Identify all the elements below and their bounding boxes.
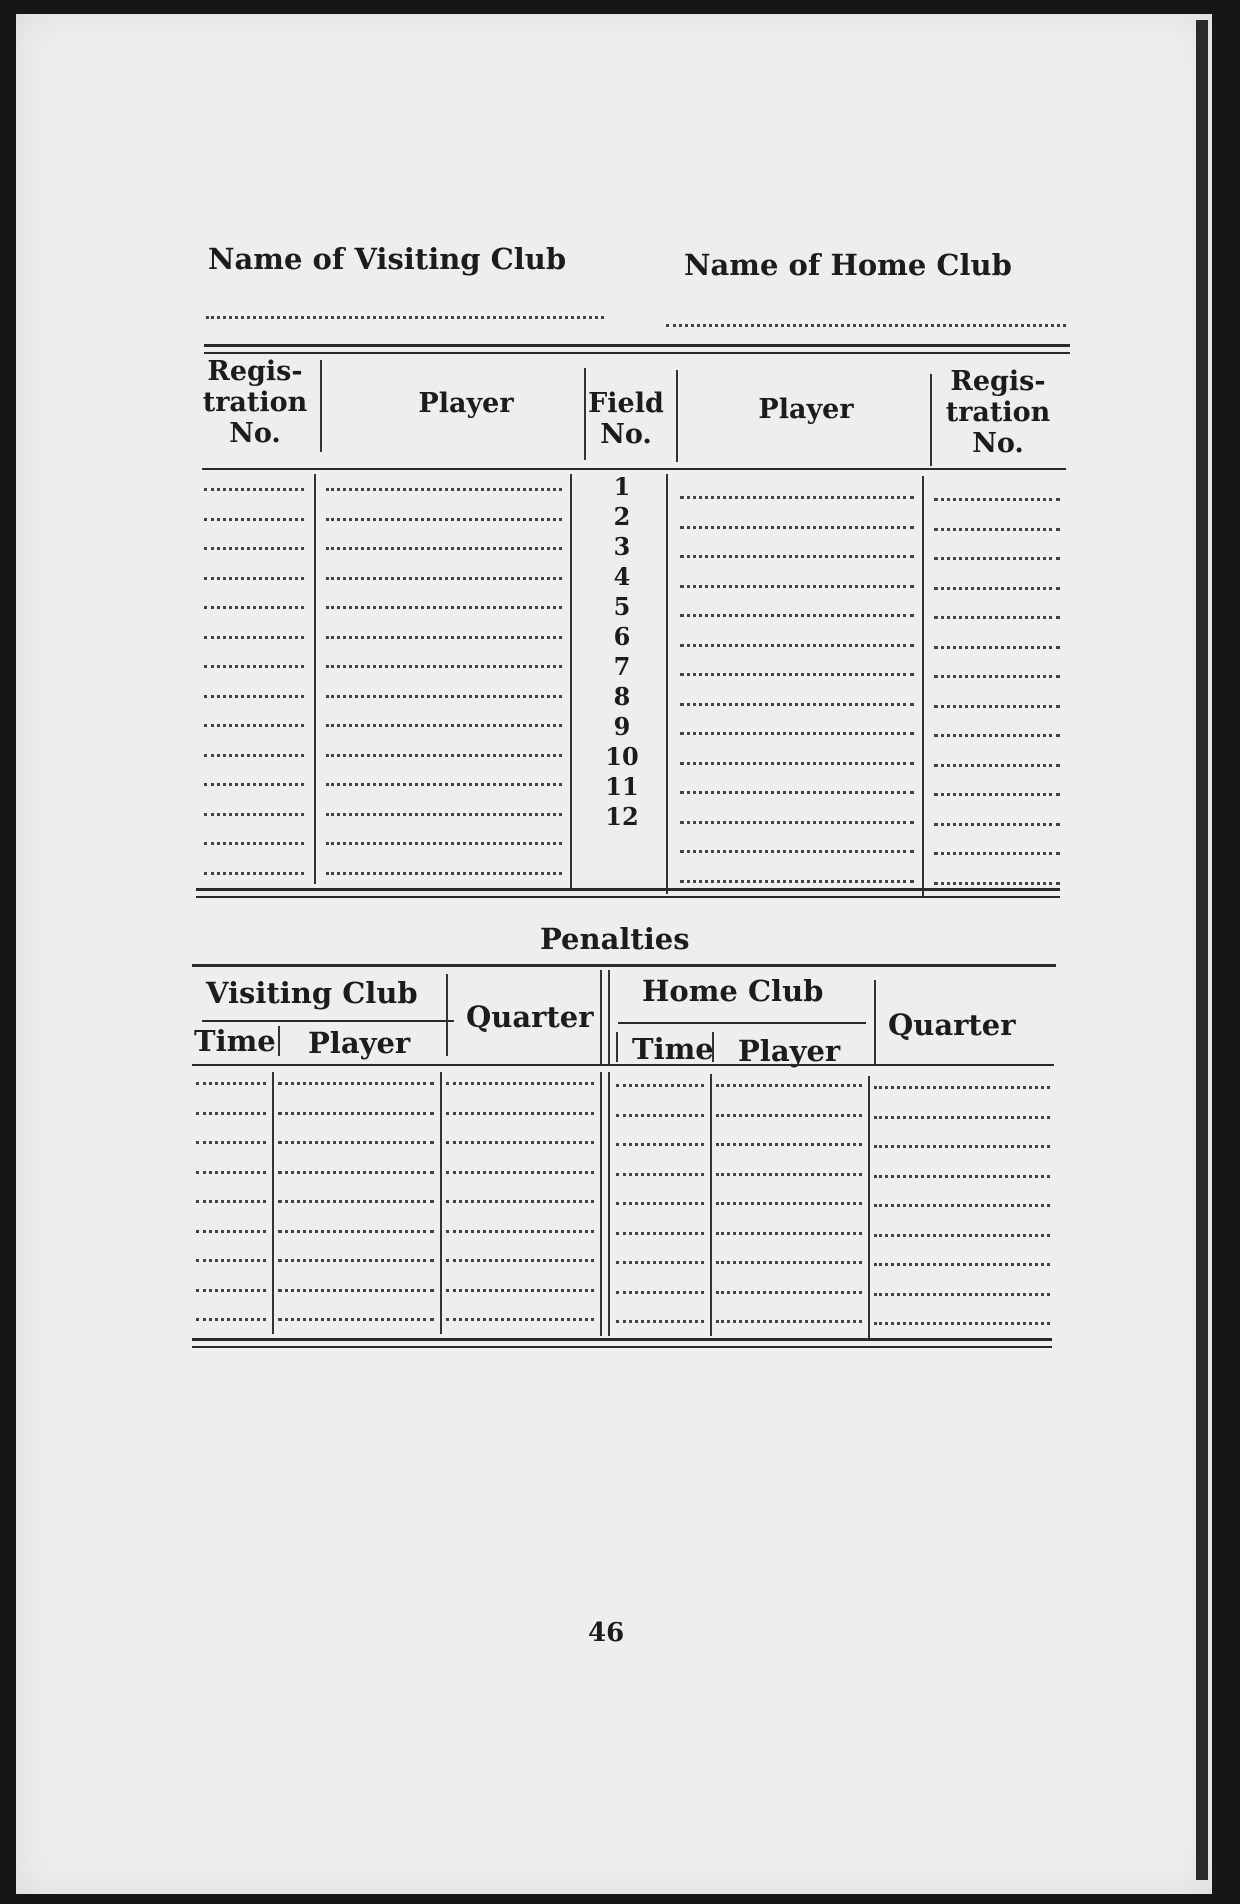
time-left-header: Time bbox=[194, 1024, 276, 1058]
column-divider bbox=[570, 474, 572, 888]
reg-no-left-entry[interactable] bbox=[204, 842, 304, 845]
field-number: 3 bbox=[613, 532, 631, 561]
reg-no-left-entry[interactable] bbox=[204, 606, 304, 609]
penalty-quarter-left-entry[interactable] bbox=[446, 1230, 594, 1233]
player-left-entry[interactable] bbox=[326, 724, 562, 727]
quarter-divider bbox=[874, 980, 876, 1064]
lineup-bottom-rule bbox=[196, 888, 1060, 891]
player-right-entry[interactable] bbox=[680, 555, 914, 558]
reg-no-right-entry[interactable] bbox=[934, 793, 1060, 796]
home-club-underline bbox=[618, 1022, 866, 1024]
penalty-quarter-right-entry[interactable] bbox=[874, 1263, 1050, 1266]
player-right-entry[interactable] bbox=[680, 673, 914, 676]
reg-no-right-entry[interactable] bbox=[934, 882, 1060, 885]
player-right-entry[interactable] bbox=[680, 791, 914, 794]
player-right-entry[interactable] bbox=[680, 880, 914, 883]
player-left-entry[interactable] bbox=[326, 606, 562, 609]
header-divider bbox=[320, 360, 322, 452]
page-edge bbox=[1196, 20, 1208, 1880]
quarter-right-header: Quarter bbox=[888, 1008, 1016, 1042]
double-divider bbox=[600, 970, 602, 1064]
quarter-left-header: Quarter bbox=[466, 1000, 594, 1034]
reg-no-right-entry[interactable] bbox=[934, 646, 1060, 649]
player-right-entry[interactable] bbox=[680, 732, 914, 735]
player-left-entry[interactable] bbox=[326, 813, 562, 816]
column-divider bbox=[600, 1072, 602, 1336]
column-divider bbox=[314, 474, 316, 884]
table-top-rule bbox=[204, 344, 1070, 347]
penalty-player-right-entry[interactable] bbox=[716, 1202, 862, 1205]
player-right-entry[interactable] bbox=[680, 496, 914, 499]
home-club-header: Home Club bbox=[642, 974, 824, 1008]
penalties-bottom-rule-2 bbox=[192, 1346, 1052, 1348]
reg-no-right-entry[interactable] bbox=[934, 675, 1060, 678]
player-left-entry[interactable] bbox=[326, 872, 562, 875]
reg-no-left-line2: tration bbox=[202, 387, 308, 418]
visiting-club-header: Visiting Club bbox=[206, 976, 418, 1010]
penalty-player-left-entry[interactable] bbox=[278, 1082, 434, 1085]
reg-no-left-entry[interactable] bbox=[204, 754, 304, 757]
player-left-entry[interactable] bbox=[326, 842, 562, 845]
penalty-time-right-entry[interactable] bbox=[616, 1291, 704, 1294]
quarter-divider bbox=[446, 974, 448, 1056]
home-club-name-field[interactable] bbox=[666, 324, 1066, 327]
penalty-time-right-entry[interactable] bbox=[616, 1173, 704, 1176]
penalty-quarter-left-entry[interactable] bbox=[446, 1259, 594, 1262]
penalty-player-left-entry[interactable] bbox=[278, 1112, 434, 1115]
penalty-time-left-entry[interactable] bbox=[196, 1289, 266, 1292]
reg-no-right-entry[interactable] bbox=[934, 528, 1060, 531]
home-club-label: Name of Home Club bbox=[684, 248, 1012, 282]
penalty-quarter-right-entry[interactable] bbox=[874, 1204, 1050, 1207]
penalty-player-left-entry[interactable] bbox=[278, 1230, 434, 1233]
player-right-entry[interactable] bbox=[680, 703, 914, 706]
player-left-entry[interactable] bbox=[326, 783, 562, 786]
penalty-player-left-entry[interactable] bbox=[278, 1200, 434, 1203]
field-no-line1: Field bbox=[588, 388, 664, 419]
field-number: 4 bbox=[613, 562, 631, 591]
penalty-player-left-entry[interactable] bbox=[278, 1318, 434, 1321]
penalties-header-bottom-rule bbox=[192, 1064, 1054, 1066]
field-no-header bbox=[581, 388, 671, 450]
field-number: 12 bbox=[605, 802, 639, 831]
field-number: 6 bbox=[613, 622, 631, 651]
penalty-player-left-entry[interactable] bbox=[278, 1259, 434, 1262]
penalty-quarter-left-entry[interactable] bbox=[446, 1171, 594, 1174]
field-number: 1 bbox=[613, 472, 631, 501]
field-number: 11 bbox=[605, 772, 639, 801]
penalty-player-left-entry[interactable] bbox=[278, 1289, 434, 1292]
field-number: 9 bbox=[613, 712, 631, 741]
column-divider bbox=[272, 1072, 274, 1334]
player-left-entry[interactable] bbox=[326, 636, 562, 639]
header-divider bbox=[584, 368, 586, 460]
header-bottom-rule bbox=[202, 468, 1066, 470]
penalty-player-right-entry[interactable] bbox=[716, 1291, 862, 1294]
penalty-player-left-entry[interactable] bbox=[278, 1141, 434, 1144]
penalty-time-left-entry[interactable] bbox=[196, 1082, 266, 1085]
player-right-entry[interactable] bbox=[680, 762, 914, 765]
penalty-time-right-entry[interactable] bbox=[616, 1261, 704, 1264]
field-no-line2: No. bbox=[600, 419, 652, 450]
reg-no-left-entry[interactable] bbox=[204, 636, 304, 639]
penalty-quarter-right-entry[interactable] bbox=[874, 1293, 1050, 1296]
penalties-top-rule bbox=[192, 964, 1056, 967]
reg-no-left-entry[interactable] bbox=[204, 665, 304, 668]
reg-no-right-header bbox=[932, 366, 1064, 459]
time-player-divider bbox=[712, 1032, 714, 1062]
column-divider bbox=[440, 1072, 442, 1334]
reg-no-left-entry[interactable] bbox=[204, 813, 304, 816]
reg-no-right-entry[interactable] bbox=[934, 734, 1060, 737]
reg-no-right-entry[interactable] bbox=[934, 498, 1060, 501]
penalty-time-left-entry[interactable] bbox=[196, 1259, 266, 1262]
column-divider bbox=[710, 1074, 712, 1336]
reg-no-right-line1: Regis- bbox=[950, 366, 1046, 397]
page bbox=[16, 14, 1212, 1894]
reg-no-left-header bbox=[200, 356, 310, 449]
player-right-entry[interactable] bbox=[680, 850, 914, 853]
player-right-entry[interactable] bbox=[680, 644, 914, 647]
player-right-header: Player bbox=[758, 394, 854, 425]
reg-no-left-entry[interactable] bbox=[204, 724, 304, 727]
reg-no-right-entry[interactable] bbox=[934, 823, 1060, 826]
penalty-quarter-left-entry[interactable] bbox=[446, 1200, 594, 1203]
penalty-player-right-entry[interactable] bbox=[716, 1232, 862, 1235]
player-right-entry[interactable] bbox=[680, 614, 914, 617]
player-left-entry[interactable] bbox=[326, 547, 562, 550]
table-top-rule-2 bbox=[204, 352, 1070, 354]
penalty-quarter-right-entry[interactable] bbox=[874, 1086, 1050, 1089]
reg-no-right-line2: tration bbox=[945, 397, 1051, 428]
penalty-quarter-right-entry[interactable] bbox=[874, 1322, 1050, 1325]
reg-no-left-entry[interactable] bbox=[204, 695, 304, 698]
penalty-time-right-entry[interactable] bbox=[616, 1202, 704, 1205]
player-left-entry[interactable] bbox=[326, 577, 562, 580]
penalty-time-right-entry[interactable] bbox=[616, 1232, 704, 1235]
penalty-quarter-right-entry[interactable] bbox=[874, 1145, 1050, 1148]
visiting-club-label: Name of Visiting Club bbox=[208, 242, 567, 276]
column-divider bbox=[608, 1072, 610, 1336]
penalty-quarter-right-entry[interactable] bbox=[874, 1234, 1050, 1237]
penalties-bottom-rule bbox=[192, 1338, 1052, 1341]
player-left-entry[interactable] bbox=[326, 695, 562, 698]
penalty-quarter-right-entry[interactable] bbox=[874, 1116, 1050, 1119]
penalty-time-left-entry[interactable] bbox=[196, 1200, 266, 1203]
player-left-header: Player bbox=[418, 388, 514, 419]
penalty-time-left-entry[interactable] bbox=[196, 1112, 266, 1115]
field-number: 8 bbox=[613, 682, 631, 711]
reg-no-left-entry[interactable] bbox=[204, 488, 304, 491]
reg-no-left-entry[interactable] bbox=[204, 577, 304, 580]
column-divider bbox=[868, 1076, 870, 1338]
penalty-time-right-entry[interactable] bbox=[616, 1084, 704, 1087]
reg-no-right-entry[interactable] bbox=[934, 557, 1060, 560]
reg-no-right-line3: No. bbox=[972, 428, 1024, 459]
lineup-bottom-rule-2 bbox=[196, 896, 1060, 898]
player-left-entry[interactable] bbox=[326, 665, 562, 668]
reg-no-right-entry[interactable] bbox=[934, 764, 1060, 767]
penalty-quarter-left-entry[interactable] bbox=[446, 1289, 594, 1292]
reg-no-right-entry[interactable] bbox=[934, 587, 1060, 590]
field-number: 7 bbox=[613, 652, 631, 681]
penalty-time-right-entry[interactable] bbox=[616, 1320, 704, 1323]
penalty-player-right-entry[interactable] bbox=[716, 1173, 862, 1176]
penalties-title: Penalties bbox=[540, 922, 690, 956]
penalty-quarter-left-entry[interactable] bbox=[446, 1141, 594, 1144]
penalty-player-right-entry[interactable] bbox=[716, 1261, 862, 1264]
penalty-time-left-entry[interactable] bbox=[196, 1141, 266, 1144]
player-right-header: Player bbox=[738, 1034, 841, 1068]
penalty-time-left-entry[interactable] bbox=[196, 1171, 266, 1174]
reg-no-left-entry[interactable] bbox=[204, 783, 304, 786]
penalty-quarter-left-entry[interactable] bbox=[446, 1112, 594, 1115]
player-right-entry[interactable] bbox=[680, 526, 914, 529]
reg-no-left-line3: No. bbox=[229, 418, 281, 449]
field-number: 10 bbox=[605, 742, 639, 771]
penalty-quarter-left-entry[interactable] bbox=[446, 1318, 594, 1321]
column-divider bbox=[666, 474, 668, 894]
player-left-entry[interactable] bbox=[326, 488, 562, 491]
reg-no-right-entry[interactable] bbox=[934, 852, 1060, 855]
penalty-player-right-entry[interactable] bbox=[716, 1143, 862, 1146]
double-divider bbox=[608, 970, 610, 1064]
penalty-time-left-entry[interactable] bbox=[196, 1230, 266, 1233]
visiting-club-name-field[interactable] bbox=[206, 316, 604, 319]
reg-no-right-entry[interactable] bbox=[934, 705, 1060, 708]
player-left-header: Player bbox=[308, 1026, 411, 1060]
penalty-time-right-entry[interactable] bbox=[616, 1114, 704, 1117]
column-divider bbox=[922, 476, 924, 896]
reg-no-left-entry[interactable] bbox=[204, 547, 304, 550]
player-left-entry[interactable] bbox=[326, 518, 562, 521]
penalty-player-right-entry[interactable] bbox=[716, 1320, 862, 1323]
reg-no-left-entry[interactable] bbox=[204, 518, 304, 521]
penalty-quarter-left-entry[interactable] bbox=[446, 1082, 594, 1085]
header-divider bbox=[930, 374, 932, 466]
time-right-header: Time bbox=[632, 1032, 714, 1066]
player-right-entry[interactable] bbox=[680, 585, 914, 588]
time-player-divider bbox=[278, 1026, 280, 1056]
field-number: 2 bbox=[613, 502, 631, 531]
penalty-player-right-entry[interactable] bbox=[716, 1114, 862, 1117]
field-number: 5 bbox=[613, 592, 631, 621]
reg-no-left-entry[interactable] bbox=[204, 872, 304, 875]
penalty-player-left-entry[interactable] bbox=[278, 1171, 434, 1174]
penalty-time-right-entry[interactable] bbox=[616, 1143, 704, 1146]
reg-no-right-entry[interactable] bbox=[934, 616, 1060, 619]
penalty-quarter-right-entry[interactable] bbox=[874, 1175, 1050, 1178]
header-divider bbox=[676, 370, 678, 462]
time-divider bbox=[616, 1032, 618, 1062]
visiting-club-underline bbox=[202, 1020, 454, 1022]
penalty-time-left-entry[interactable] bbox=[196, 1318, 266, 1321]
player-right-entry[interactable] bbox=[680, 821, 914, 824]
player-left-entry[interactable] bbox=[326, 754, 562, 757]
reg-no-left-line1: Regis- bbox=[207, 356, 303, 387]
penalty-player-right-entry[interactable] bbox=[716, 1084, 862, 1087]
page-number: 46 bbox=[588, 1618, 625, 1648]
